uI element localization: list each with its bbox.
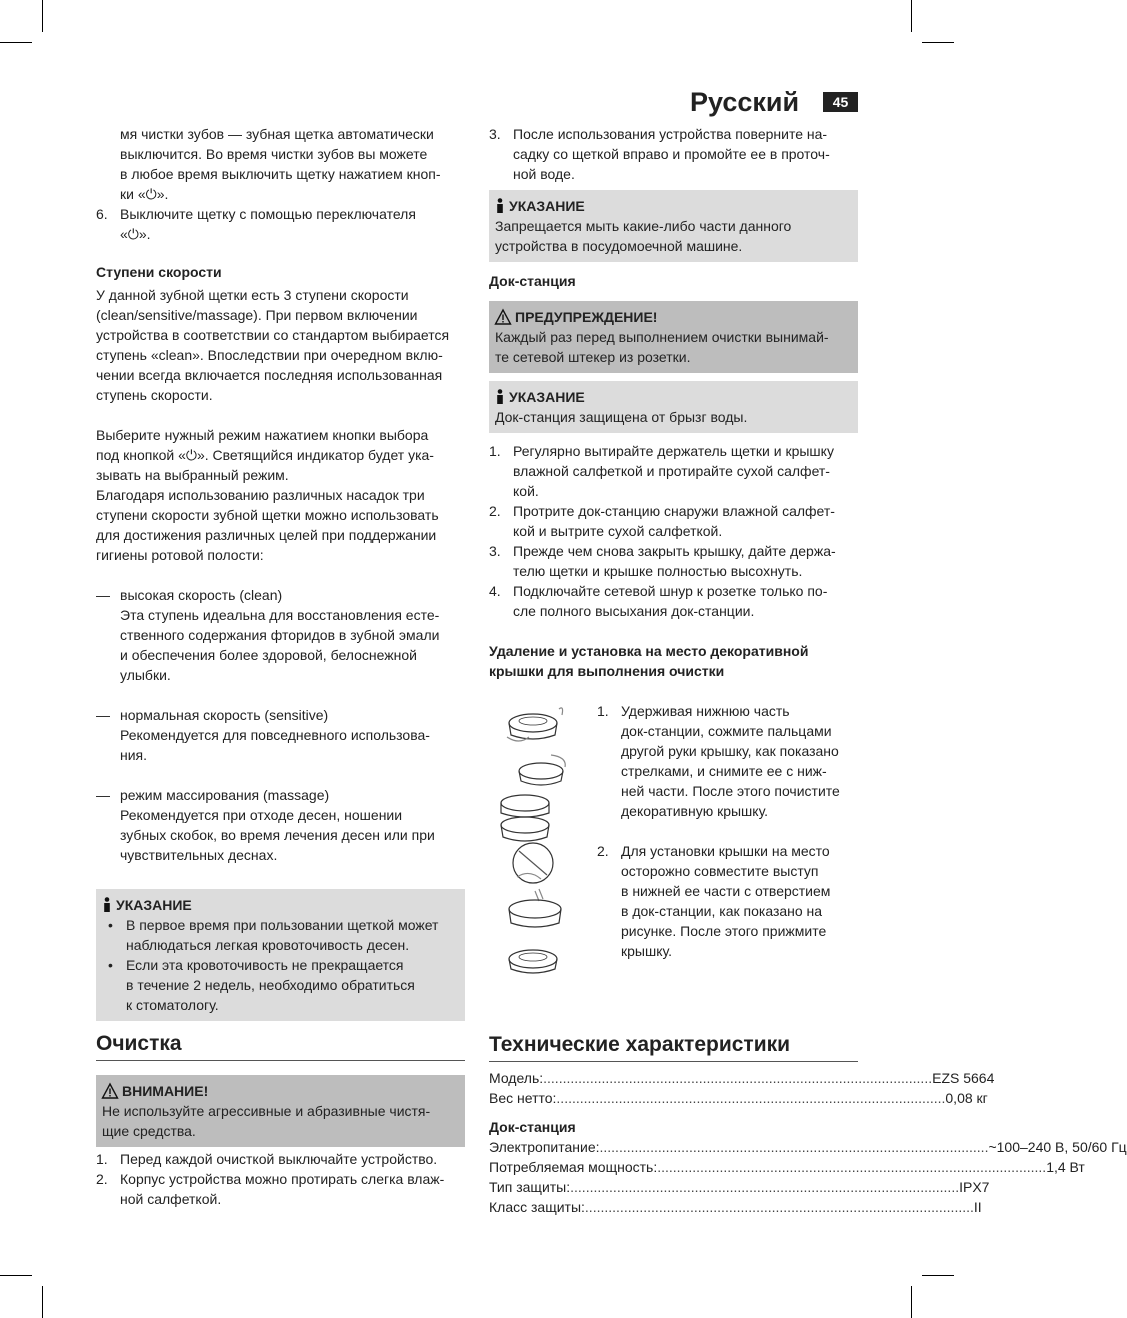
dock-step-4 — [489, 581, 858, 621]
text-line: чении всегда включается последняя использованная — [96, 367, 443, 383]
text-line: В первое время при пользовании щеткой может — [126, 917, 439, 933]
text-line: Если эта кровоточивость не прекращается — [126, 957, 404, 973]
spec-dots: .................................................................................................... — [556, 1090, 946, 1106]
info-icon — [495, 389, 505, 405]
text-line: садку со щеткой вправо и промойте ее в проточ- — [513, 146, 830, 162]
text-line: (clean/sensitive/massage). При первом включении — [96, 307, 418, 323]
step-number: 2. — [597, 843, 609, 859]
text-line: щие средства. — [102, 1123, 196, 1139]
dock-figure-2 — [519, 755, 565, 785]
tech-heading: Технические характеристики — [489, 1031, 858, 1062]
spec-row-power-consumption — [489, 1157, 1085, 1177]
step-number: 1. — [96, 1151, 108, 1167]
text-line: чувствительных деснах. — [120, 847, 278, 863]
step-number: 3. — [489, 543, 501, 559]
spec-label: Электропитание: — [489, 1139, 600, 1155]
speeds-paragraph-2 — [96, 425, 465, 565]
spec-value: ~100–240 В, 50/60 Гц — [988, 1139, 1127, 1155]
mode-massage — [96, 785, 465, 865]
info-icon — [102, 897, 112, 913]
text-line: в течение 2 недель, необходимо обратиться — [126, 977, 415, 993]
mode-clean — [96, 585, 465, 685]
spec-row-power-supply — [489, 1137, 1127, 1157]
continued-text — [96, 124, 465, 204]
warning-triangle-icon — [102, 1083, 118, 1099]
spec-row-protection-class — [489, 1197, 982, 1217]
dock-figure-1 — [507, 708, 563, 741]
text-line: Не используйте агрессивные и абразивные чистя- — [102, 1103, 431, 1119]
attention-title: ВНИМАНИЕ! — [122, 1083, 209, 1099]
spec-label: Модель: — [489, 1070, 544, 1086]
spec-dots: .................................................................................................... — [599, 1139, 989, 1155]
attention-title-row — [102, 1081, 459, 1101]
step-number: 2. — [489, 503, 501, 519]
text-line: рисунке. После этого прижмите — [621, 923, 827, 939]
mode-title: режим массирования (massage) — [120, 787, 330, 803]
dock-figure-3 — [501, 795, 549, 841]
text-line: Подключайте сетевой шнур к розетке только по- — [513, 583, 828, 599]
step-number: 4. — [489, 583, 501, 599]
text-line: Для установки крышки на место — [621, 843, 830, 859]
page-title: Русский — [690, 87, 800, 117]
step-number: 2. — [96, 1171, 108, 1187]
text-line: устройства в соответствии со стандартом выбирается — [96, 327, 450, 343]
crop-mark — [42, 1286, 43, 1318]
mode-sensitive — [96, 705, 465, 765]
text-line: Протрите док-станцию снаружи влажной салфет- — [513, 503, 835, 519]
step-3 — [489, 124, 858, 184]
spec-value: EZS 5664 — [932, 1070, 995, 1086]
text-line: Удаление и установка на место декоративной — [489, 643, 809, 659]
dock-steps — [489, 441, 858, 621]
spec-label: Класс защиты: — [489, 1199, 585, 1215]
text-line: зубных скобок, во время лечения десен или при — [120, 827, 435, 843]
spec-value: 0,08 кг — [945, 1090, 988, 1106]
step-number: 1. — [597, 703, 609, 719]
right-column — [489, 124, 1127, 1217]
crop-mark — [911, 1286, 912, 1318]
text-line: крышки для выполнения очистки — [489, 663, 725, 679]
dash: — — [96, 587, 110, 603]
crop-mark — [922, 42, 954, 43]
spec-dots: .................................................................................................... — [657, 1159, 1047, 1175]
text-line: Перед каждой очисткой выключайте устройство. — [120, 1151, 438, 1167]
text-line: Регулярно вытирайте держатель щетки и крышку — [513, 443, 834, 459]
text-line: осторожно совместите выступ — [621, 863, 819, 879]
text-line: выключится. Во время чистки зубов вы можете — [120, 146, 428, 162]
text-line: Удерживая нижнюю часть — [621, 703, 790, 719]
text-line: для достижения различных целей при поддержании — [96, 527, 437, 543]
spec-dots: .................................................................................................... — [543, 1070, 933, 1086]
mode-title: нормальная скорость (sensitive) — [120, 707, 329, 723]
spec-label: Потребляемая мощность: — [489, 1159, 658, 1175]
text-line: кой и вытрите сухой салфеткой. — [513, 523, 723, 539]
warning-title: ПРЕДУПРЕЖДЕНИЕ! — [515, 309, 658, 325]
note-bullet — [102, 915, 459, 955]
cleaning-step-2 — [96, 1169, 465, 1209]
text-line: ния. — [120, 747, 148, 763]
note-box — [489, 190, 858, 262]
spec-dots: .................................................................................................... — [570, 1179, 960, 1195]
mode-title: высокая скорость (clean) — [120, 587, 283, 603]
cover-steps — [597, 701, 859, 961]
text-line: улыбки. — [120, 667, 171, 683]
spec-row-model — [489, 1068, 995, 1088]
text-line: под кнопкой «⏻». Светящийся индикатор будет ука- — [96, 447, 434, 463]
text-line: в нижней ее части с отверстием — [621, 883, 831, 899]
specs-dock — [489, 1137, 1127, 1217]
text-line: крышку. — [621, 943, 672, 959]
step-number: 1. — [489, 443, 501, 459]
text-line: сле полного высыхания док-станции. — [513, 603, 755, 619]
dock-heading: Док-станция — [489, 273, 576, 289]
warning-title-row — [495, 307, 852, 327]
note-title: УКАЗАНИЕ — [509, 389, 585, 405]
dock-figure-4 — [513, 843, 553, 901]
dock-specs-heading: Док-станция — [489, 1119, 576, 1135]
text-line: ки «⏻». — [120, 186, 169, 202]
text-line: Запрещается мыть какие-либо части данного — [495, 218, 792, 234]
text-line: Прежде чем снова закрыть крышку, дайте держа- — [513, 543, 836, 559]
text-line: Каждый раз перед выполнением очистки вынимай- — [495, 329, 829, 345]
warning-box — [489, 301, 858, 373]
text-line: ступень «clean». Впоследствии при очередном вклю- — [96, 347, 443, 363]
note-bullet — [102, 955, 459, 1015]
crop-mark — [0, 42, 32, 43]
text-line: кой. — [513, 483, 539, 499]
note-box — [489, 381, 858, 433]
dock-figure-5 — [509, 900, 561, 927]
text-line: ступень скорости. — [96, 387, 213, 403]
crop-mark — [922, 1275, 954, 1276]
text-line: в док-станции, как показано на — [621, 903, 823, 919]
specs-general — [489, 1068, 995, 1108]
text-line: Рекомендуется для повседневного использова- — [120, 727, 430, 743]
crop-mark — [0, 1275, 32, 1276]
cover-section — [489, 701, 858, 991]
crop-mark — [911, 0, 912, 32]
text-line: док-станции, сожмите пальцами — [621, 723, 832, 739]
spec-row-protection-type — [489, 1177, 990, 1197]
text-line: влажной салфеткой и протирайте сухой салфет- — [513, 463, 830, 479]
text-line: Рекомендуется при отходе десен, ношении — [120, 807, 403, 823]
note-title-row — [495, 196, 852, 216]
spec-label: Тип защиты: — [489, 1179, 571, 1195]
dock-illustrations — [489, 701, 577, 991]
speeds-heading: Ступени скорости — [96, 264, 222, 280]
text-line: ственного содержания фторидов в зубной эмали — [120, 627, 440, 643]
note-title-row — [102, 895, 459, 915]
cover-step-2 — [597, 841, 859, 961]
text-line: После использования устройства поверните на- — [513, 126, 828, 142]
step-6 — [96, 204, 465, 244]
text-line: Благодаря использованию различных насадок три — [96, 487, 425, 503]
text-line: те сетевой штекер из розетки. — [495, 349, 691, 365]
spec-value: 1,4 Вт — [1046, 1159, 1085, 1175]
speeds-paragraph-1 — [96, 285, 465, 405]
text-line: другой руки крышку, как показано — [621, 743, 839, 759]
text-line: мя чистки зубов — зубная щетка автоматически — [120, 126, 434, 142]
bullet-mark: • — [108, 917, 113, 933]
step-number: 3. — [489, 126, 501, 142]
note-title-row — [495, 387, 852, 407]
crop-mark — [42, 0, 43, 32]
bullet-mark: • — [108, 957, 113, 973]
page-number: 45 — [823, 92, 858, 112]
warning-triangle-icon — [495, 309, 511, 325]
text-line: ней части. После этого почистите — [621, 783, 840, 799]
text-line: Выберите нужный режим нажатием кнопки выбора — [96, 427, 429, 443]
text-line: телю щетки и крышке полностью высохнуть. — [513, 563, 803, 579]
dash: — — [96, 787, 110, 803]
spec-value: IPX7 — [959, 1179, 990, 1195]
spec-row-weight — [489, 1088, 988, 1108]
text-line: ной воде. — [513, 166, 575, 182]
text-line: в любое время выключить щетку нажатием кноп- — [120, 166, 441, 182]
text-line: У данной зубной щетки есть 3 ступени скорости — [96, 287, 409, 303]
text-line: гигиены ротовой полости: — [96, 547, 264, 563]
text-line: Эта ступень идеальна для восстановления есте- — [120, 607, 440, 623]
dock-figure-6 — [509, 950, 557, 973]
text-line: ной салфеткой. — [120, 1191, 222, 1207]
text-line: «⏻». — [120, 226, 151, 242]
text-line: Корпус устройства можно протирать слегка влаж- — [120, 1171, 445, 1187]
cleaning-step-1 — [96, 1149, 465, 1169]
text-line: Док-станция защищена от брызг воды. — [495, 409, 748, 425]
dash: — — [96, 707, 110, 723]
text-line: и обеспечения более здоровой, белоснежной — [120, 647, 417, 663]
spec-dots: .................................................................................................... — [584, 1199, 974, 1215]
text-line: наблюдаться легкая кровоточивость десен. — [126, 937, 410, 953]
dock-step-1 — [489, 441, 858, 501]
cover-heading — [489, 641, 858, 681]
attention-box — [96, 1075, 465, 1147]
note-title: УКАЗАНИЕ — [509, 198, 585, 214]
left-column — [96, 124, 465, 1209]
dock-step-2 — [489, 501, 858, 541]
text-line: к стоматологу. — [126, 997, 219, 1013]
info-icon — [495, 198, 505, 214]
text-line: зывать на выбранный режим. — [96, 467, 289, 483]
note-title: УКАЗАНИЕ — [116, 897, 192, 913]
spec-label: Вес нетто: — [489, 1090, 557, 1106]
text-line: стрелками, и снимите ее с ниж- — [621, 763, 827, 779]
text-line: декоративную крышку. — [621, 803, 769, 819]
step-number: 6. — [96, 206, 108, 222]
cover-step-1 — [597, 701, 859, 821]
spec-value: II — [973, 1199, 982, 1215]
text-line: ступени скорости зубной щетки можно использовать — [96, 507, 439, 523]
dock-step-3 — [489, 541, 858, 581]
text-line: Выключите щетку с помощью переключателя — [120, 206, 416, 222]
note-box — [96, 889, 465, 1021]
text-line: устройства в посудомоечной машине. — [495, 238, 743, 254]
cleaning-heading: Очистка — [96, 1030, 465, 1061]
